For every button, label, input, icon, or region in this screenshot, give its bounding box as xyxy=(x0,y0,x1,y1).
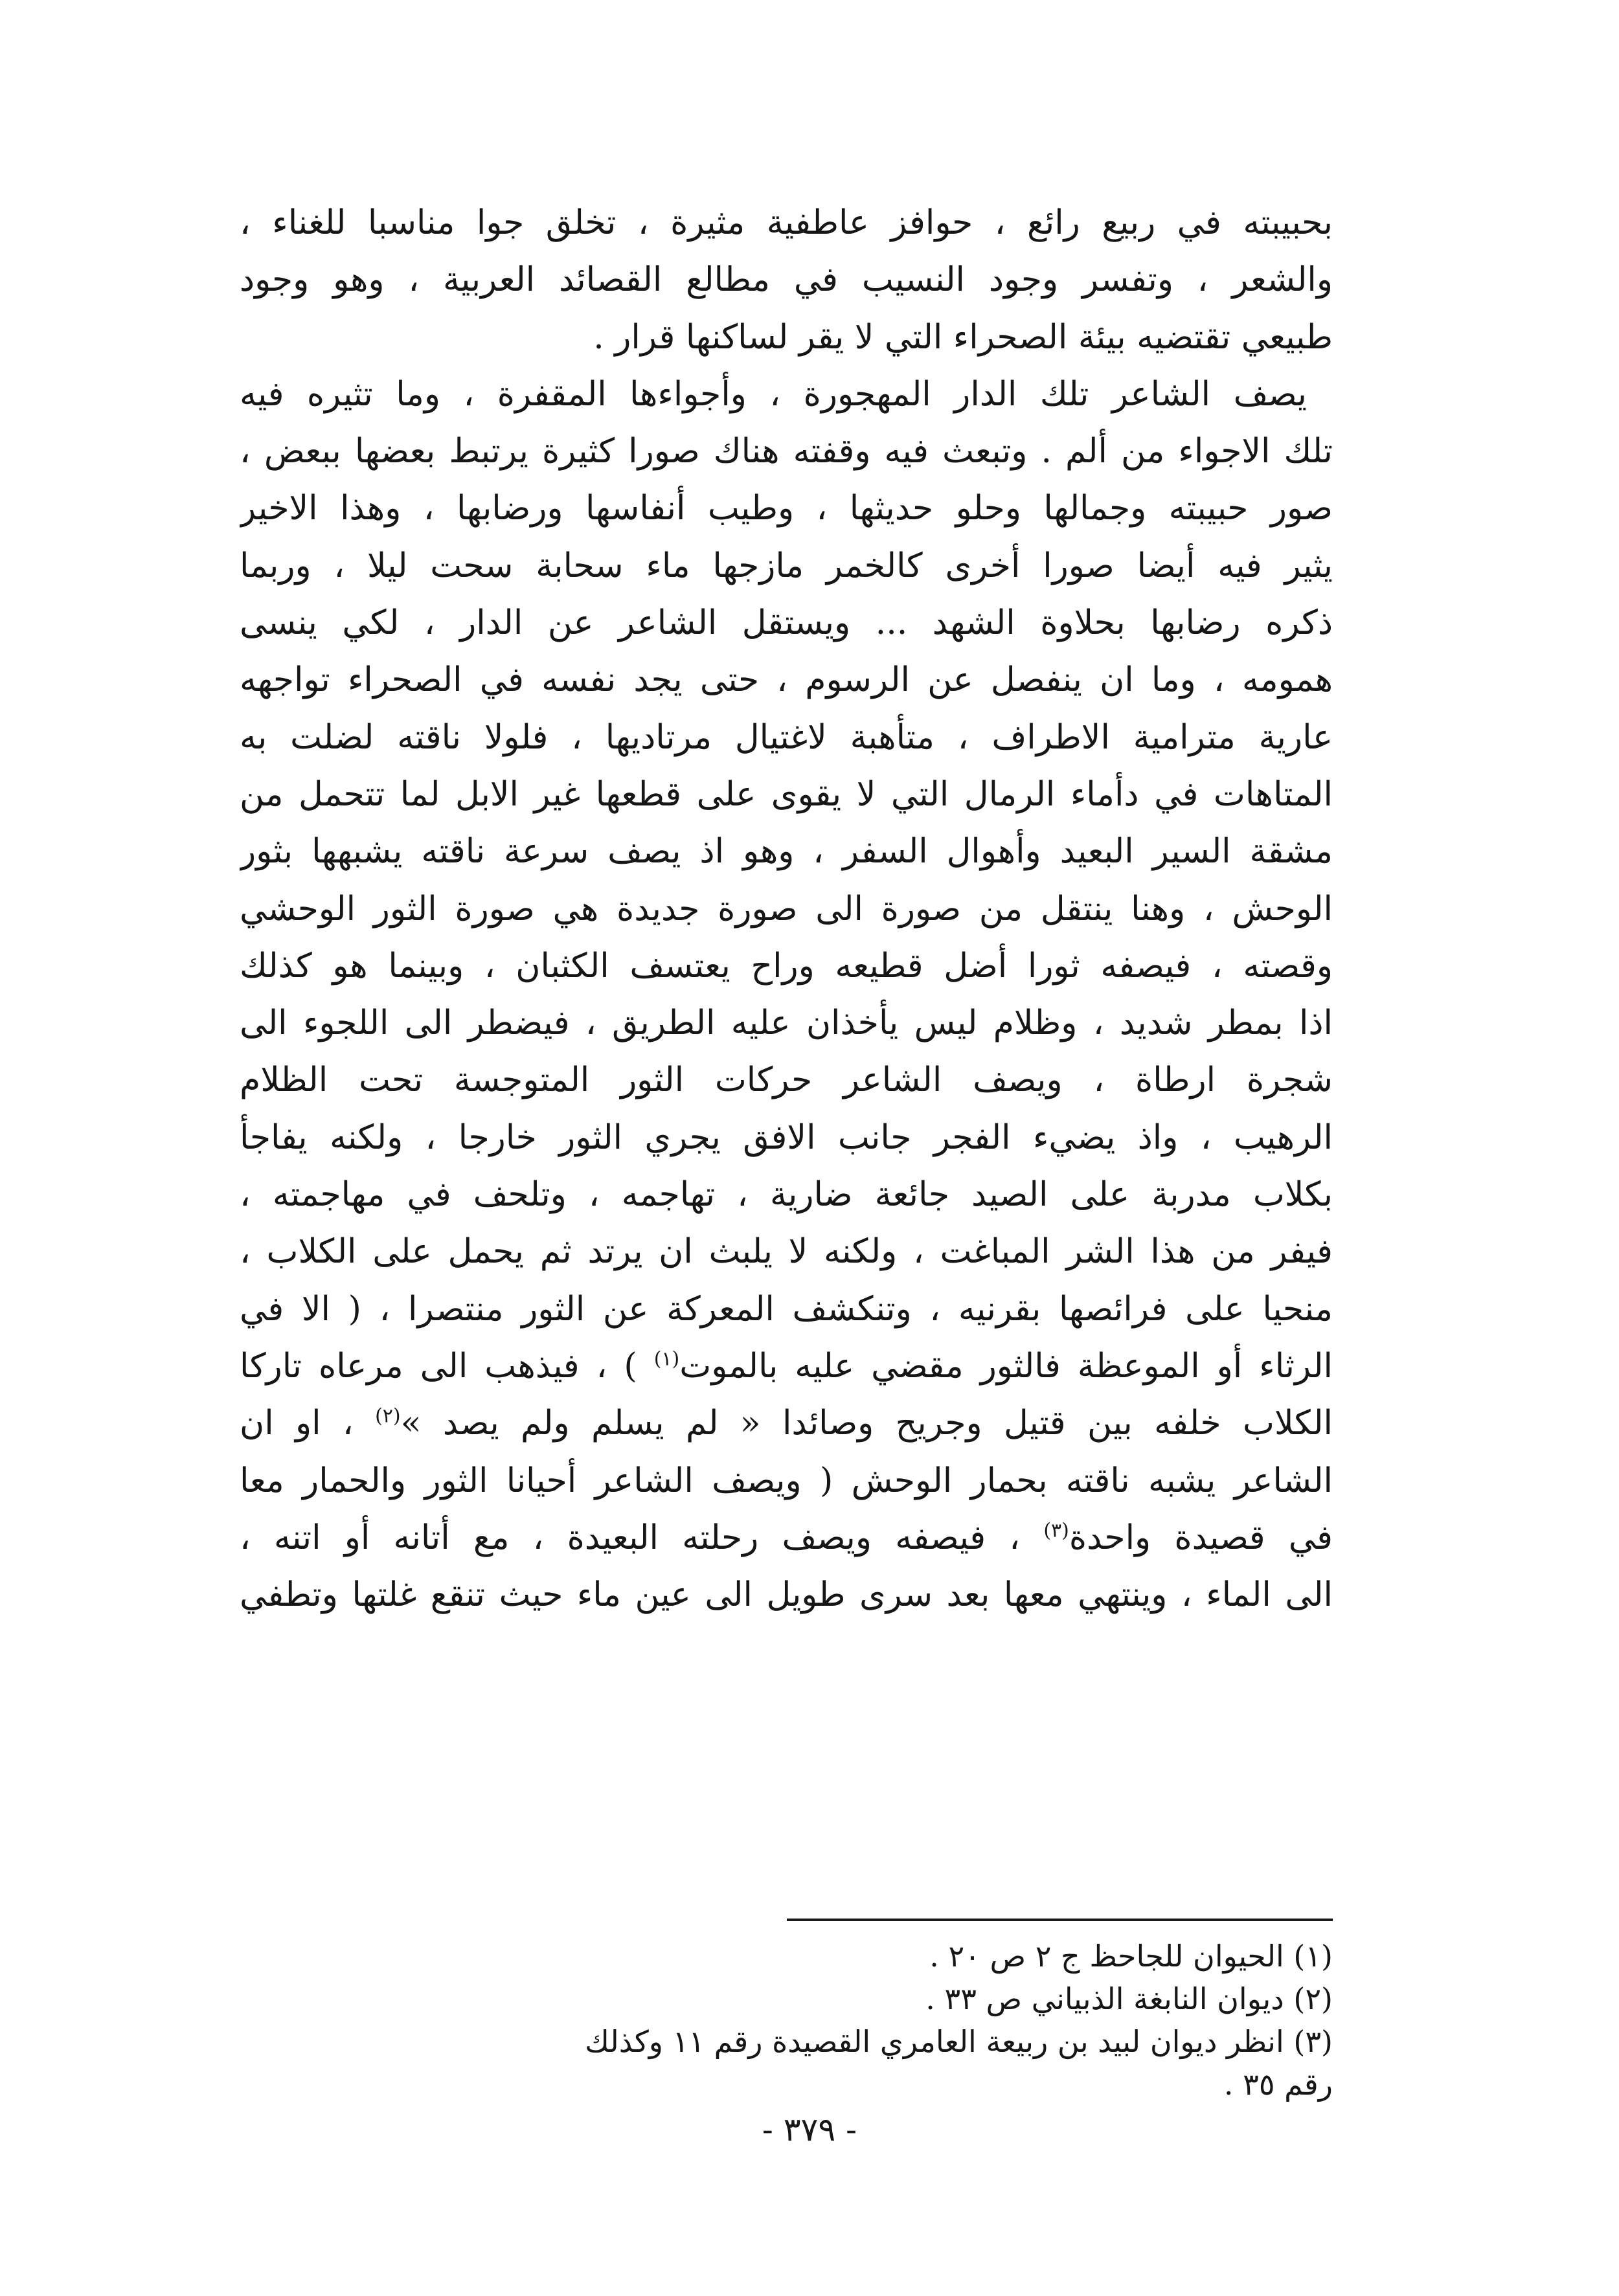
text-line: همومه ، وما ان ينفصل عن الرسوم ، حتى يجد نفسه في الصحراء تواجهه xyxy=(240,660,1333,700)
text-line xyxy=(240,1395,1333,1452)
text-line: المتاهات في دأماء الرمال التي لا يقوى على قطعها غير الابل لما تتحمل من xyxy=(240,774,1333,814)
text-segment: ، فيصفه ويصف رحلته البعيدة ، مع أتانه أو اتنه ، xyxy=(240,1518,1044,1557)
text-segment: الكلاب خلفه بين قتيل وجريح وصائدا « لم يسلم ولم يصد » xyxy=(400,1404,1333,1443)
text-line: والشعر ، وتفسر وجود النسيب في مطالع القصائد العربية ، وهو وجود xyxy=(240,260,1333,300)
text-line: بحبيبته في ربيع رائع ، حوافز عاطفية مثيرة ، تخلق جوا مناسبا للغناء ، xyxy=(240,203,1333,242)
text-line: طبيعي تقتضيه بيئة الصحراء التي لا يقر لساكنها قرار . xyxy=(593,317,1333,357)
footnote-2: (٢) ديوان النابغة الذبياني ص ٣٣ . xyxy=(925,1981,1333,2016)
text-line: الرهيب ، واذ يضيء الفجر جانب الافق يجري الثور خارجا ، ولكنه يفاجأ xyxy=(240,1118,1333,1157)
page-number: - ٣٧٩ - xyxy=(762,2111,857,2148)
text-line: بكلاب مدربة على الصيد جائعة ضارية ، تهاجمه ، وتلحف في مهاجمته ، xyxy=(240,1175,1333,1215)
text-line: ذكره رضابها بحلاوة الشهد ... ويستقل الشاعر عن الدار ، لكي ينسى xyxy=(240,603,1333,643)
text-line: تلك الاجواء من ألم . وتبعث فيه وقفته هناك صورا كثيرة يرتبط بعضها ببعض ، xyxy=(240,432,1333,471)
text-line: الشاعر يشبه ناقته بحمار الوحش ( ويصف الشاعر أحيانا الثور والحمار معا xyxy=(240,1461,1333,1500)
text-line: اذا بمطر شديد ، وظلام ليس يأخذان عليه الطريق ، فيضطر الى اللجوء الى xyxy=(240,1004,1333,1043)
text-line: وقصته ، فيصفه ثورا أضل قطيعه وراح يعتسف الكثبان ، وبينما هو كذلك xyxy=(240,946,1333,985)
footnote-ref: (٣) xyxy=(1043,1519,1069,1542)
footnotes xyxy=(240,1935,1333,2106)
footnote-divider xyxy=(787,1919,1333,1921)
text-line: فيفر من هذا الشر المباغت ، ولكنه لا يلبث ان يرتد ثم يحمل على الكلاب ، xyxy=(240,1232,1333,1272)
text-segment: الرثاء أو الموعظة فالثور مقضي عليه بالموت xyxy=(679,1346,1333,1386)
text-line: الى الماء ، وينتهي معها بعد سرى طويل الى عين ماء حيث تنقع غلتها وتطفي xyxy=(240,1575,1333,1615)
text-line: منحيا على فرائصها بقرنيه ، وتنكشف المعركة عن الثور منتصرا ، ( الا في xyxy=(240,1289,1333,1329)
text-line: الوحش ، وهنا ينتقل من صورة الى صورة جديدة هي صورة الثور الوحشي xyxy=(240,889,1333,929)
text-line xyxy=(240,1338,1333,1395)
text-line xyxy=(240,1509,1333,1566)
body-text xyxy=(240,194,1333,1623)
text-line: يثير فيه أيضا صورا أخرى كالخمر مازجها ماء سحابة سحت ليلا ، وربما xyxy=(240,546,1333,585)
text-line: صور حبيبته وجمالها وحلو حديثها ، وطيب أنفاسها ورضابها ، وهذا الاخير xyxy=(240,489,1333,528)
footnote-ref: (١) xyxy=(653,1347,680,1371)
text-segment: ) ، فيذهب الى مرعاه تاركا xyxy=(240,1346,654,1386)
text-segment: ، او ان xyxy=(240,1404,376,1443)
footnote-3-continued: رقم ٣٥ . xyxy=(1223,2067,1333,2102)
text-line: شجرة ارطاة ، ويصف الشاعر حركات الثور المتوجسة تحت الظلام xyxy=(240,1061,1333,1100)
footnote-ref: (٢) xyxy=(375,1404,401,1428)
text-line: مشقة السير البعيد وأهوال السفر ، وهو اذ يصف سرعة ناقته يشبهها بثور xyxy=(240,832,1333,872)
text-segment: في قصيدة واحدة xyxy=(1069,1518,1333,1557)
text-line: عارية مترامية الاطراف ، متأهبة لاغتيال مرتاديها ، فلولا ناقته لضلت به xyxy=(240,717,1333,757)
footnote-1: (١) الحيوان للجاحظ ج ٢ ص ٢٠ . xyxy=(929,1939,1333,1974)
footnote-3: (٣) انظر ديوان لبيد بن ربيعة العامري القصيدة رقم ١١ وكذلك xyxy=(584,2024,1333,2059)
text-line: يصف الشاعر تلك الدار المهجورة ، وأجواءها المقفرة ، وما تثيره فيه xyxy=(240,374,1307,414)
